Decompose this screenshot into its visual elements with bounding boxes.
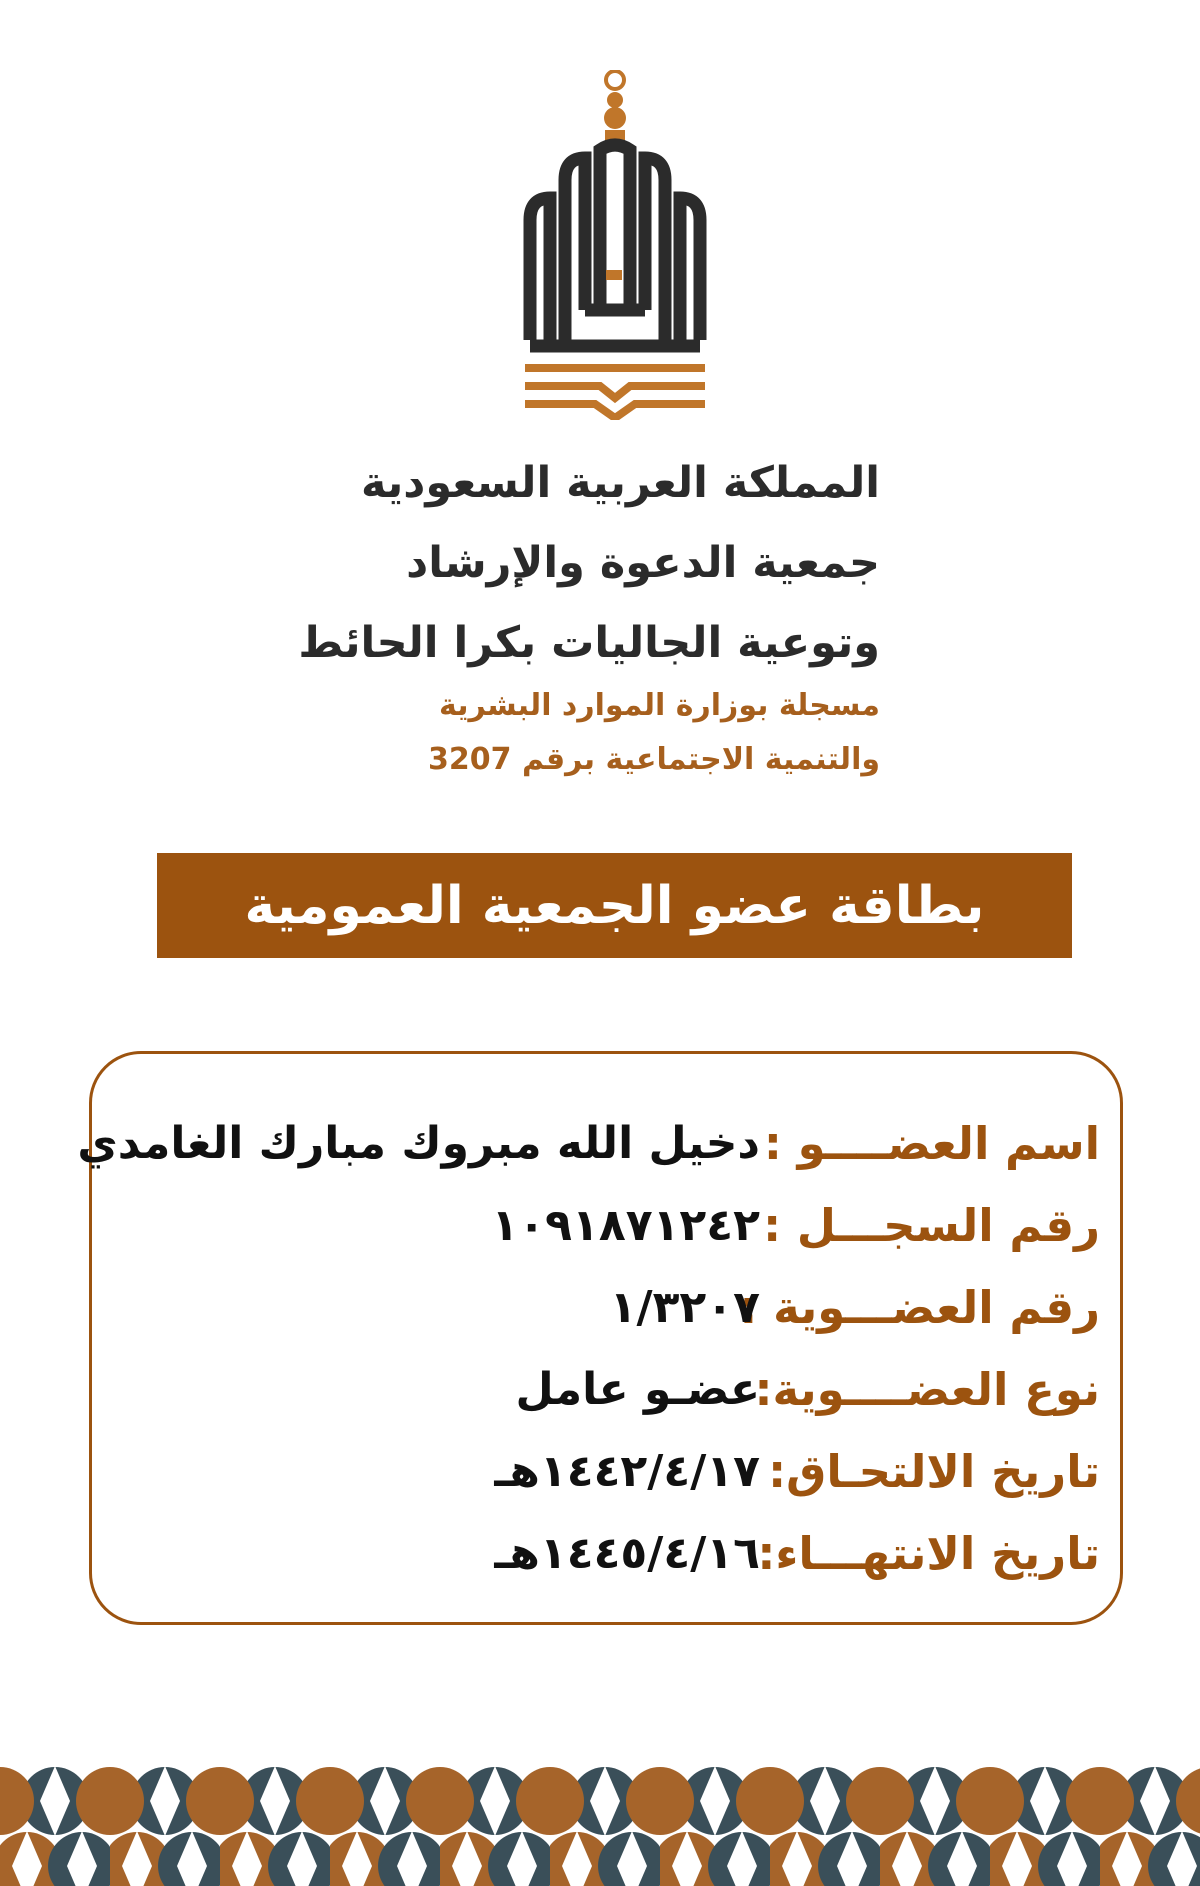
field-value: ١/٣٢٠٧ [609, 1282, 760, 1333]
field-label: رقم العضـــوية : [739, 1281, 1100, 1334]
field-label: اسم العضــــو : [763, 1117, 1100, 1170]
field-record-number [130, 1190, 1100, 1262]
field-label: تاريخ الالتحـاق: [768, 1445, 1100, 1498]
field-label: رقم السجـــل : [763, 1199, 1100, 1252]
decorative-pattern [0, 1766, 1200, 1886]
card-title: بطاقة عضو الجمعية العمومية [244, 875, 985, 936]
charity-logo [510, 70, 720, 420]
field-value: ١٤٤٥/٤/١٦هـ [494, 1528, 760, 1579]
card-title-banner [157, 853, 1072, 958]
field-value: ١٤٤٢/٤/١٧هـ [494, 1446, 760, 1497]
field-value: عضـو عامل [515, 1364, 760, 1415]
field-label: نوع العضــــوية: [754, 1363, 1100, 1416]
field-value: ١٠٩١٨٧١٢٤٢ [491, 1200, 760, 1251]
field-join-date [130, 1436, 1100, 1508]
org-line-association: جمعية الدعوة والإرشاد [406, 538, 880, 588]
field-label: تاريخ الانتهـــاء: [757, 1527, 1100, 1580]
org-line-registration: مسجلة بوزارة الموارد البشرية [439, 688, 880, 723]
field-membership-type [130, 1354, 1100, 1426]
org-line-country: المملكة العربية السعودية [361, 458, 880, 508]
field-membership-number [130, 1272, 1100, 1344]
org-line-association-city: وتوعية الجاليات بكرا الحائط [298, 618, 880, 668]
field-member-name [77, 1108, 1100, 1180]
org-line-registration-number: والتنمية الاجتماعية برقم 3207 [428, 742, 880, 777]
field-expiry-date [130, 1518, 1100, 1590]
field-value: دخيل الله مبروك مبارك الغامدي [77, 1118, 760, 1169]
